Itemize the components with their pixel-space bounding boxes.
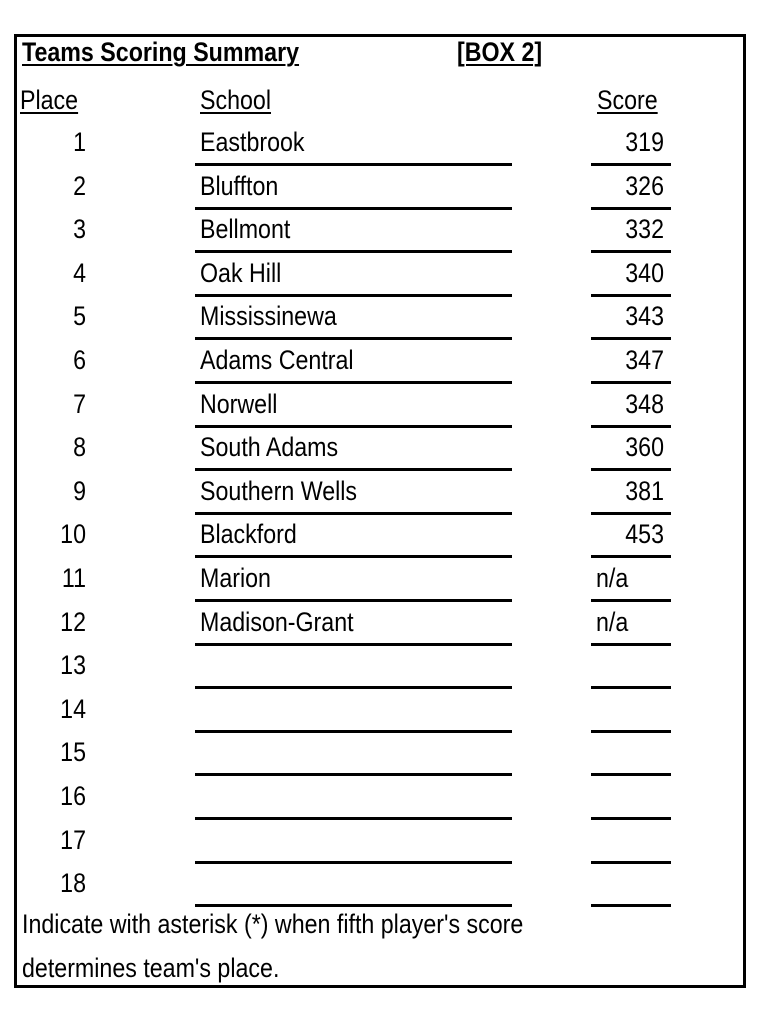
score-underline — [591, 207, 671, 210]
score-underline — [591, 337, 671, 340]
row-school: Mississinewa — [200, 301, 337, 332]
row-place: 12 — [60, 606, 86, 637]
school-underline — [195, 861, 512, 864]
score-underline — [591, 512, 671, 515]
school-underline — [195, 294, 512, 297]
row-place: 7 — [73, 388, 86, 419]
row-place: 2 — [73, 170, 86, 201]
row-score: 453 — [625, 519, 664, 550]
row-place: 18 — [60, 868, 86, 899]
row-school: Norwell — [200, 388, 278, 419]
score-underline — [591, 817, 671, 820]
row-place: 8 — [73, 432, 86, 463]
row-school: Eastbrook — [200, 127, 305, 157]
score-underline — [591, 643, 671, 646]
score-underline — [591, 773, 671, 776]
score-underline — [591, 425, 671, 428]
row-school: Adams Central — [200, 345, 354, 375]
row-place: 4 — [73, 257, 86, 288]
school-underline — [195, 730, 512, 733]
row-score: 340 — [625, 257, 664, 288]
row-place: 5 — [73, 301, 86, 332]
summary-title: Teams Scoring Summary — [22, 37, 300, 67]
score-underline — [591, 686, 671, 689]
row-score: 347 — [625, 345, 664, 375]
score-underline — [591, 294, 671, 297]
row-place: 9 — [73, 475, 86, 506]
row-place: 3 — [73, 214, 86, 245]
school-underline — [195, 425, 512, 428]
row-place: 15 — [60, 737, 86, 768]
row-school: Bluffton — [200, 170, 279, 201]
row-school: Blackford — [200, 519, 297, 550]
row-school: Oak Hill — [200, 257, 282, 288]
row-place: 11 — [61, 563, 86, 593]
score-underline — [591, 599, 671, 602]
row-score: 326 — [625, 170, 664, 201]
row-school: Bellmont — [200, 214, 291, 245]
row-place: 6 — [73, 345, 86, 375]
row-place: 17 — [60, 824, 86, 855]
row-score: 381 — [625, 475, 664, 506]
score-underline — [591, 163, 671, 166]
row-school: Southern Wells — [200, 475, 358, 506]
row-score: 319 — [625, 127, 664, 157]
row-score: 360 — [625, 432, 664, 463]
row-school: Marion — [200, 563, 271, 593]
school-underline — [195, 512, 512, 515]
score-underline — [591, 468, 671, 471]
school-underline — [195, 643, 512, 646]
school-underline — [195, 250, 512, 253]
school-underline — [195, 555, 512, 558]
score-underline — [591, 904, 671, 907]
school-underline — [195, 468, 512, 471]
row-place: 10 — [60, 519, 86, 550]
row-place: 16 — [60, 781, 86, 811]
school-underline — [195, 337, 512, 340]
footer-note-line2: determines team's place. — [22, 953, 280, 983]
school-underline — [195, 599, 512, 602]
box-label: [BOX 2] — [457, 37, 543, 67]
row-score: n/a — [596, 563, 629, 593]
row-school: Madison-Grant — [200, 606, 354, 637]
school-underline — [195, 904, 512, 907]
row-place: 14 — [60, 693, 86, 724]
school-underline — [195, 686, 512, 689]
row-score: 348 — [625, 388, 664, 419]
row-place: 13 — [60, 650, 86, 681]
row-school: South Adams — [200, 432, 339, 463]
school-underline — [195, 817, 512, 820]
score-underline — [591, 861, 671, 864]
school-underline — [195, 381, 512, 384]
column-header-school: School — [200, 85, 272, 115]
score-underline — [591, 555, 671, 558]
school-underline — [195, 207, 512, 210]
footer-note-line1: Indicate with asterisk (*) when fifth player's score — [22, 909, 524, 939]
column-header-place: Place — [20, 85, 79, 115]
school-underline — [195, 163, 512, 166]
score-underline — [591, 730, 671, 733]
school-underline — [195, 773, 512, 776]
row-score: 332 — [625, 214, 664, 245]
column-header-score: Score — [597, 85, 658, 115]
score-underline — [591, 381, 671, 384]
row-score: 343 — [625, 301, 664, 332]
row-score: n/a — [596, 606, 629, 637]
row-place: 1 — [73, 127, 86, 157]
score-underline — [591, 250, 671, 253]
